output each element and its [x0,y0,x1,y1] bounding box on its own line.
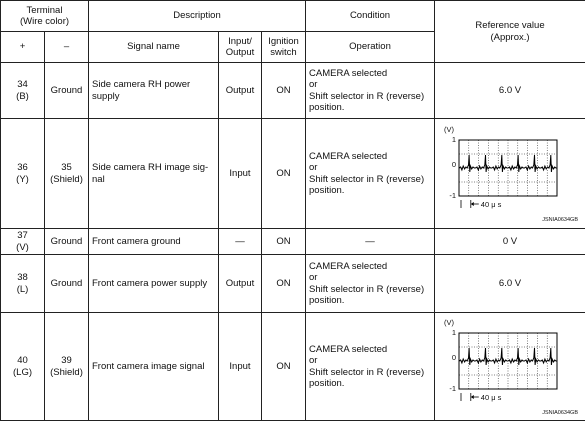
header-description: Description [89,1,306,32]
operation: — [306,229,435,255]
terminal-minus: Ground [45,255,89,313]
header-minus: – [45,32,89,63]
reference-value: 6.0 V [435,63,585,119]
input-output: — [219,229,262,255]
terminal-minus: Ground [45,63,89,119]
header-input-output: Input/ Output [219,32,262,63]
terminal-plus: 34 (B) [1,63,45,119]
terminal-plus: 37 (V) [1,229,45,255]
signal-name: Side camera RH power supply [89,63,219,119]
time-scale-arrow [471,395,474,399]
unit-label: (V) [444,124,455,134]
time-scale-arrow [471,202,474,206]
header-reference-value: Reference value (Approx.) [435,1,585,63]
signal-name: Front camera image signal [89,313,219,421]
table-row [1,255,585,313]
ignition-switch: ON [262,63,306,119]
input-output: Output [219,255,262,313]
tick-label: 0 [451,159,457,169]
time-scale-label: 40 μ s [480,199,502,209]
figure-id: JSNIA0634GB [542,409,579,416]
signal-name: Front camera power supply [89,255,219,313]
tick-label: 1 [451,327,457,337]
table-row [1,119,585,229]
operation: CAMERA selected or Shift selector in R (reverse) position. [306,63,435,119]
tick-label: 0 [451,352,457,362]
ignition-switch: ON [262,119,306,229]
header-ignition-switch: Ignition switch [262,32,306,63]
signal-name: Side camera RH image sig- nal [89,119,219,229]
operation: CAMERA selected or Shift selector in R (reverse) position. [306,119,435,229]
header-signal-name: Signal name [89,32,219,63]
figure-id: JSNIA0634GB [542,216,579,223]
reference-value: 0 V [435,229,585,255]
terminal-minus: 39 (Shield) [45,313,89,421]
tick-label: -1 [449,383,457,393]
tick-label: -1 [449,190,457,200]
terminal-plus: 36 (Y) [1,119,45,229]
header-plus: + [1,32,45,63]
operation: CAMERA selected or Shift selector in R (reverse) position. [306,313,435,421]
time-scale-label: 40 μ s [480,392,502,402]
terminal-minus: Ground [45,229,89,255]
signal-name: Front camera ground [89,229,219,255]
terminal-plus: 38 (L) [1,255,45,313]
header-terminal: Terminal (Wire color) [1,1,89,32]
header-operation: Operation [306,32,435,63]
tick-label: 1 [451,134,457,144]
reference-value: 6.0 V [435,255,585,313]
input-output: Output [219,63,262,119]
waveform-scope [439,124,580,224]
ignition-switch: ON [262,255,306,313]
unit-label: (V) [444,317,455,327]
input-output: Input [219,119,262,229]
terminal-minus: 35 (Shield) [45,119,89,229]
table-row [1,313,585,421]
ignition-switch: ON [262,229,306,255]
table-row [1,63,585,119]
ignition-switch: ON [262,313,306,421]
waveform-scope [439,317,580,417]
operation: CAMERA selected or Shift selector in R (reverse) position. [306,255,435,313]
header-condition: Condition [306,1,435,32]
terminal-plus: 40 (LG) [1,313,45,421]
reference-waveform [435,119,585,229]
reference-waveform [435,313,585,421]
input-output: Input [219,313,262,421]
table-row [1,229,585,255]
